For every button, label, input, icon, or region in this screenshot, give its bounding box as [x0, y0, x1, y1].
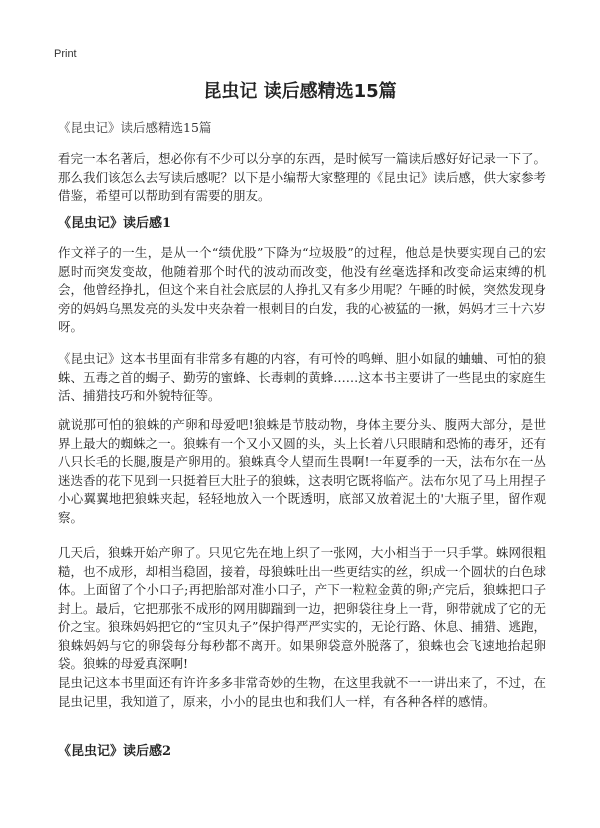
body-paragraph-5: 昆虫记这本书里面还有许许多多非常奇妙的生物，在这里我就不一一讲出来了，不过，在昆虫记里，我知道了，原来，小小的昆虫也和我们人一样，有各种各样的感情。	[58, 675, 546, 709]
body-paragraph-1: 作文祥子的一生，是从一个“绩优股”下降为“垃圾股”的过程，他总是快要实现自己的宏愿时而突发变故，他随着那个时代的波动而改变，他没有丝毫选择和改变命运束缚的机会，他曾经挣扎，但这个来自社会底层的人挣扎又有多少用呢？午睡的时候，突然发现身旁的妈妈乌黑发亮的头发中夹杂着一根刺目的白发，我的心被猛的一揪，妈妈才三十六岁呀。	[58, 245, 546, 334]
section-heading-1: 《昆虫记》读后感1	[58, 216, 172, 231]
document-title: 昆虫记 读后感精选15篇	[203, 81, 397, 102]
print-label: Print	[54, 48, 77, 60]
intro-paragraph: 看完一本名著后，想必你有不少可以分享的东西，是时候写一篇读后感好好记录一下了。那么我们该怎么去写读后感呢？以下是小编帮大家整理的《昆虫记》读后感，供大家参考借鉴，希望可以帮助到有需要的朋友。	[58, 151, 546, 203]
section-heading-2: 《昆虫记》读后感2	[58, 744, 172, 759]
body-paragraph-3: 就说那可怕的狼蛛的产卵和母爱吧!狼蛛是节肢动物，身体主要分头、腹两大部分，是世界上最大的蜘蛛之一。狼蛛有一个又小又圆的头，头上长着八只眼睛和恐怖的毒牙，还有八只长毛的长腿,腹是产卵用的。狼蛛真令人望而生畏啊!一年夏季的一天，法布尔在一丛迷迭香的花下见到一只挺着巨大肚子的狼蛛，这表明它既将临产。法布尔见了马上用捏子小心翼翼地把狼蛛夹起，轻轻地放入一个既透明，底部又放着泥土的'大瓶子里，留作观察。	[58, 417, 546, 525]
body-paragraph-2: 《昆虫记》这本书里面有非常多有趣的内容，有可怜的鸣蝉、胆小如鼠的蛐蛐、可怕的狼蛛、五毒之首的蝎子、勤劳的蜜蜂、长毒刺的黄蜂……这本书主要讲了一些昆虫的家庭生活、捕猎技巧和外貌特征等。	[58, 351, 546, 403]
document-subtitle: 《昆虫记》读后感精选15篇	[58, 120, 212, 135]
body-paragraph-4: 几天后，狼蛛开始产卵了。只见它先在地上织了一张网，大小相当于一只手掌。蛛网很粗糙，也不成形，却相当稳固，接着，母狼蛛吐出一些更结实的丝，织成一个圆状的白色球体。上面留了个小口子;再把胎部对准小口子，产下一粒粒金黄的卵;产完后，狼蛛把口子封上。最后，它把那张不成形的网用脚踹到一边，把卵袋往身上一背，卵带就成了它的无价之宝。狼珠妈妈把它的“宝贝丸子”保护得严严实实的，无论行路、休息、捕猎、逃跑，狼蛛妈妈与它的卵袋每分每秒都不离开。如果卵袋意外脱落了，狼蛛也会飞速地抬起卵袋。狼蛛的母爱真深啊!	[58, 545, 546, 671]
